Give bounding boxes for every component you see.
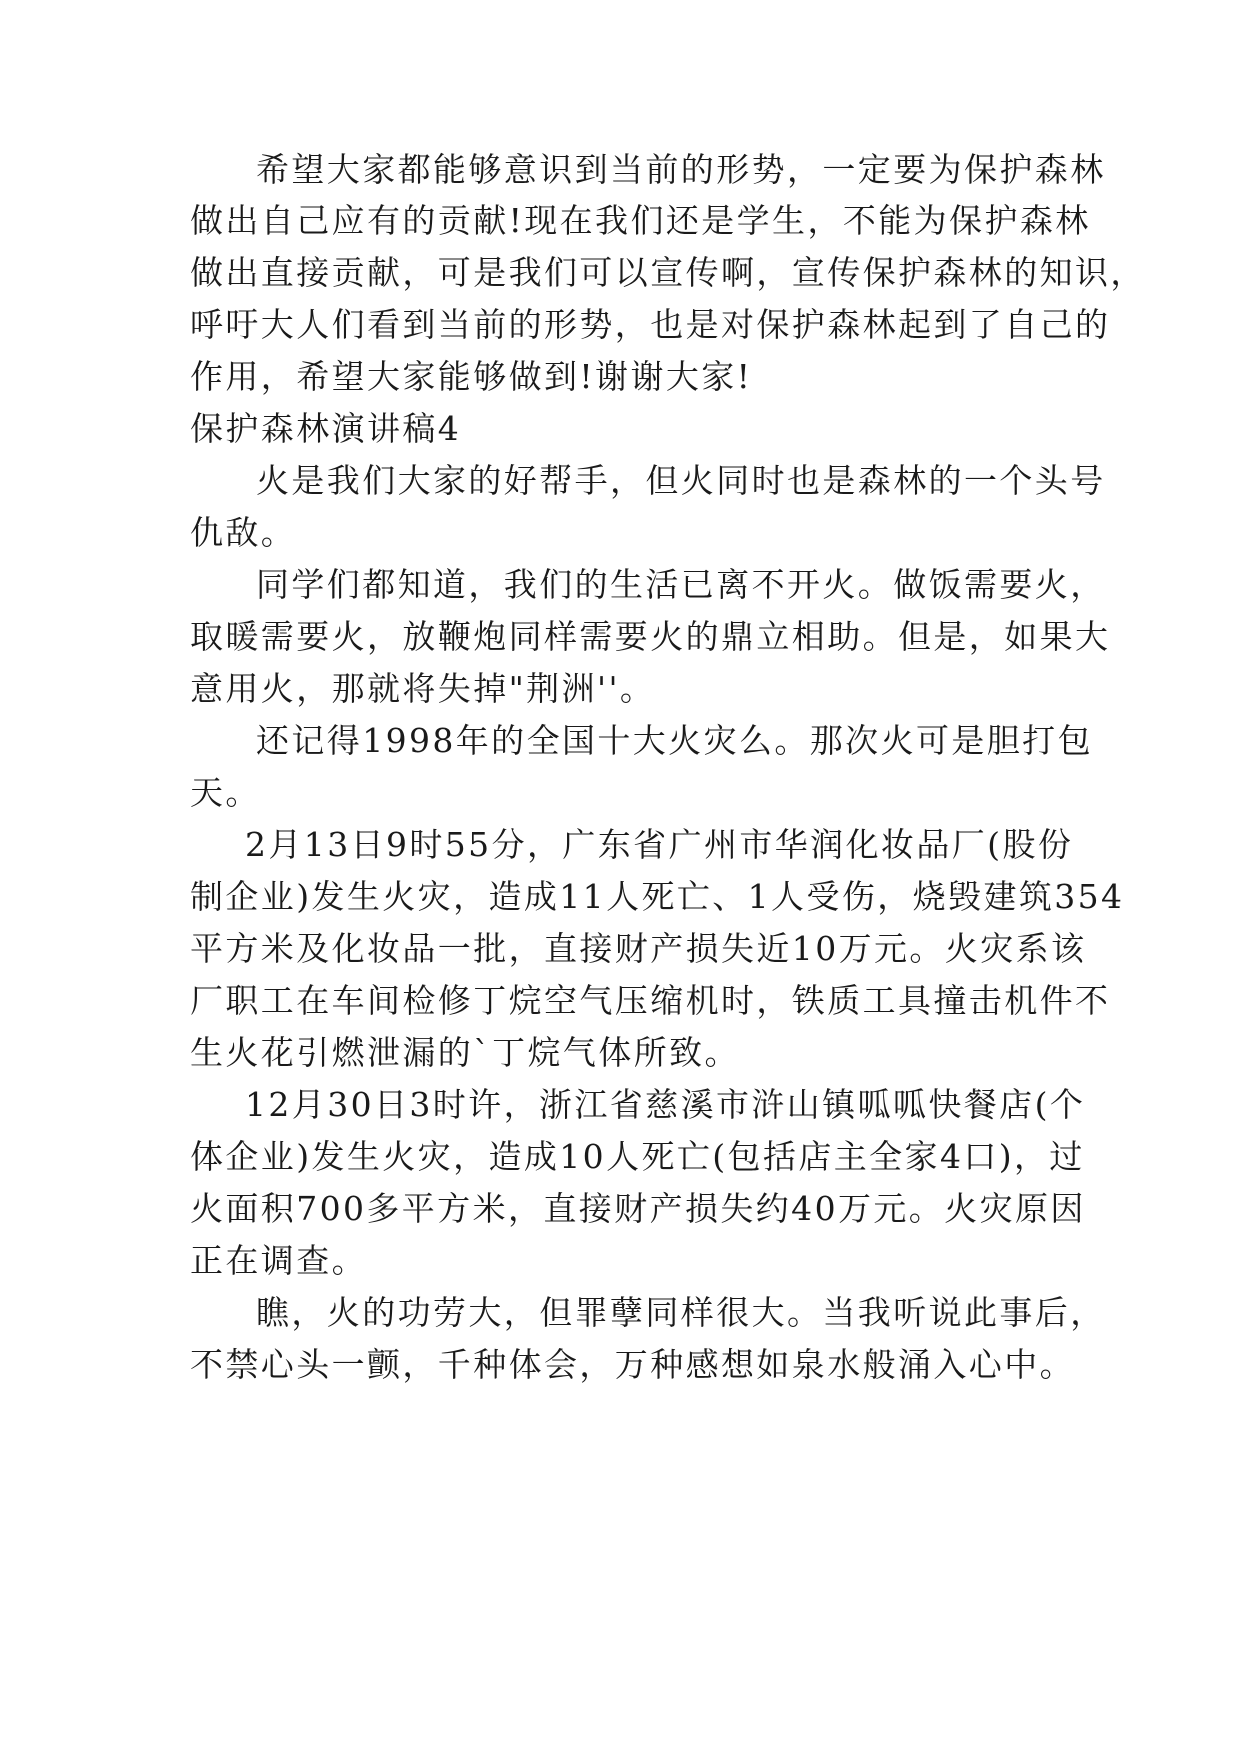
paragraph-line: 呼吁大人们看到当前的形势，也是对保护森林起到了自己的 <box>190 305 1111 344</box>
paragraph-line: 平方米及化妆品一批，直接财产损失近10万元。火灾系该 <box>190 929 1087 968</box>
paragraph-line: 希望大家都能够意识到当前的形势，一定要为保护森林 <box>256 150 1106 189</box>
paragraph-line: 2月13日9时55分，广东省广州市华润化妆品厂(股份 <box>245 825 1074 864</box>
paragraph-line: 做出直接贡献，可是我们可以宣传啊，宣传保护森林的知识， <box>190 253 1146 292</box>
paragraph-line: 厂职工在车间检修丁烷空气压缩机时，铁质工具撞击机件不 <box>190 981 1111 1020</box>
paragraph-line: 12月30日3时许，浙江省慈溪市浒山镇呱呱快餐店(个 <box>245 1085 1086 1124</box>
paragraph-line: 天。 <box>190 773 261 812</box>
paragraph-line: 瞧，火的功劳大，但罪孽同样很大。当我听说此事后， <box>256 1293 1106 1332</box>
paragraph-line: 还记得1998年的全国十大火灾么。那次火可是胆打包 <box>256 721 1093 760</box>
paragraph-line: 作用，希望大家能够做到!谢谢大家! <box>190 357 753 396</box>
paragraph-line: 正在调查。 <box>190 1241 367 1280</box>
paragraph-line: 做出自己应有的贡献!现在我们还是学生，不能为保护森林 <box>190 201 1091 240</box>
paragraph-line: 仇敌。 <box>190 513 297 552</box>
paragraph-line: 生火花引燃泄漏的`丁烷气体所致。 <box>190 1033 740 1072</box>
paragraph-line: 体企业)发生火灾，造成10人死亡(包括店主全家4口)，过 <box>190 1137 1085 1176</box>
paragraph-line: 火是我们大家的好帮手，但火同时也是森林的一个头号 <box>256 461 1106 500</box>
section-heading: 保护森林演讲稿4 <box>190 409 462 448</box>
paragraph-line: 火面积700多平方米，直接财产损失约40万元。火灾原因 <box>190 1189 1086 1228</box>
paragraph-line: 同学们都知道，我们的生活已离不开火。做饭需要火， <box>256 565 1106 604</box>
paragraph-line: 意用火，那就将失掉"荆洲''。 <box>190 669 656 708</box>
paragraph-line: 制企业)发生火灾，造成11人死亡、1人受伤，烧毁建筑354 <box>190 877 1125 916</box>
paragraph-line: 取暖需要火，放鞭炮同样需要火的鼎立相助。但是，如果大 <box>190 617 1111 656</box>
paragraph-line: 不禁心头一颤，千种体会，万种感想如泉水般涌入心中。 <box>190 1345 1075 1384</box>
